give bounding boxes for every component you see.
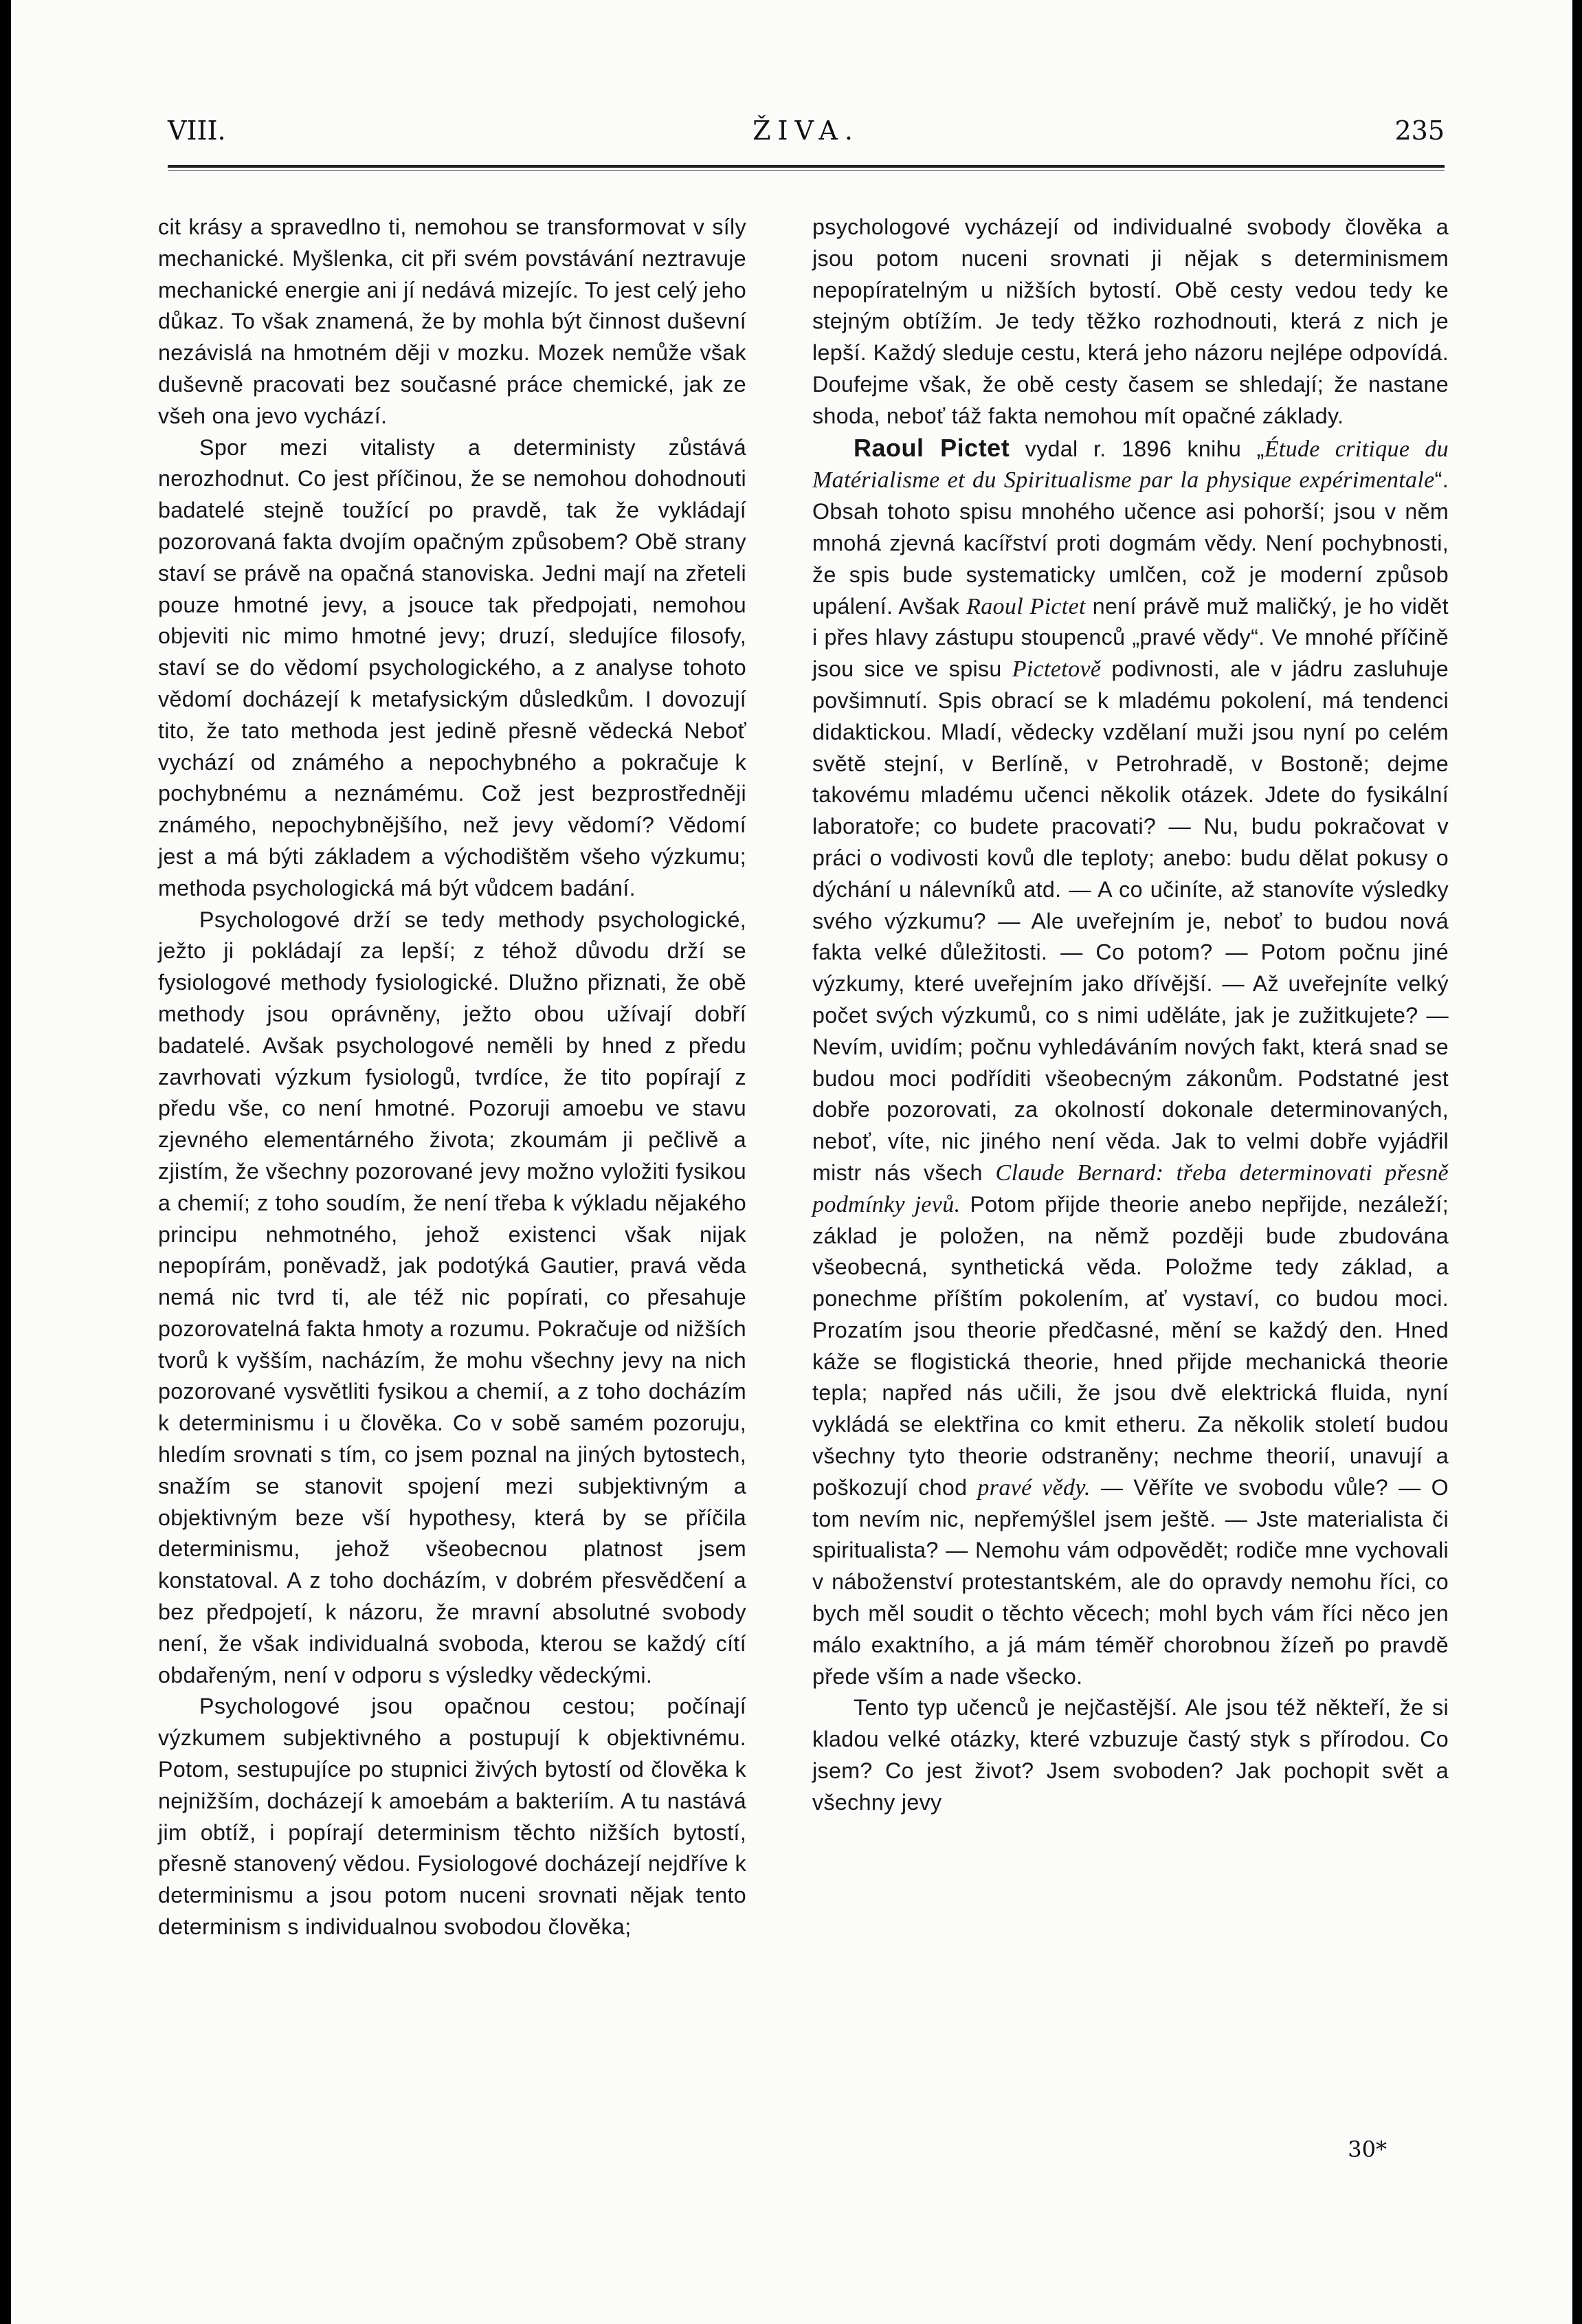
- text-run: “. Obsah tohoto spisu mnohého učence asi pohorší; jsou v něm mnohá zjevná kacířství proti dogmám vědy. Není pochybnosti, že spis bude systematicky umlčen, což je moderní způsob upálení. Avšak: [812, 467, 1449, 619]
- text-run: vydal r. 1896 knihu „: [1010, 436, 1265, 461]
- header-rule: [168, 165, 1445, 168]
- text-run: Potom přijde theorie anebo nepřijde, nezáleží; základ je položen, na němž později bude zbudována všeobecná, synthetická věda. Položme tedy základ, a ponechme příštím pokolením, ať vystaví, co budou moci. Prozatím jsou theorie předčasné, mění se každý den. Hned káže se flogistická theorie, hned přijde mechanická theorie tepla; napřed nás učili, že jsou dvě elektrická fluida, nyní vykládá se elektřina co kmit etheru. Za několik století budou všechny tyto theorie odstraněny; nechme theorií, unavují a poškozují chod: [812, 1191, 1449, 1500]
- text-run: — Věříte ve svobodu vůle? — O tom nevím nic, nepřemýšlel jsem ještě. — Jste materialista či spiritualista? — Nemohu vám odpovědět; rodiče mne vychovali v náboženství protestantském, ale do opravdy nemohu říci, co bych měl soudit o těchto věcech; mohl bych vám říci něco jen málo exaktního, a já mám téměř chorobnou žízeň po pravdě přede vším a nade všecko.: [812, 1474, 1449, 1689]
- header-rule-thin: [168, 170, 1445, 171]
- page-header: [168, 115, 1445, 154]
- journal-page: [11, 0, 1572, 2324]
- author-name-italic: Raoul Pictet: [966, 593, 1086, 619]
- paragraph: Tento typ učenců je nejčastější. Ale jsou též někteří, že si kladou velké otázky, které vzbuzuje častý styk s přírodou. Co jsem? Co jest život? Jsem svoboden? Jak pochopit svět a všechny jevy: [812, 1695, 1449, 1815]
- paragraph: psychologové vycházejí od individualné svobody člověka a jsou potom nuceni srovnati ji nějak s determinismem nepopíratelným u nižších bytostí. Obě cesty vedou tedy ke stejným obtížím. Je tedy těžko rozhodnouti, která z nich je lepší. Každý sleduje cestu, která jeho názoru nejlépe odpovídá. Doufejme však, že obě cesty časem se shledají; že nastane shoda, neboť táž fakta nemohou mít opačné základy.: [812, 214, 1449, 428]
- left-column: [158, 212, 746, 1943]
- text-run: není právě muž maličký, je ho vidět i přes hlavy zástupu stoupenců „pravé vědy“. Ve mnohé příčině jsou sice ve spisu: [812, 593, 1449, 682]
- volume-number: VIII.: [168, 115, 226, 146]
- author-name: Raoul Pictet: [854, 433, 1010, 462]
- italic-term: pravé vědy.: [977, 1474, 1091, 1501]
- paragraph: Psychologové jsou opačnou cestou; počínají výzkumem subjektivného a postupují k objektivnému. Potom, sestupujíce po stupnici živých bytostí od člověka k nejnižším, docházejí k amoebám a bakteriím. A tu nastává jim obtíž, i popírají determinism těchto nižších bytostí, přesně stanovený vědou. Fysiologové docházejí nejdříve k determinismu a jsou potom nuceni srovnati nějak tento determinism s individualnou svobodou člověka;: [158, 1694, 746, 1940]
- bernard-quote: Claude Bernard: třeba determinovati přesně podmínky jevů.: [812, 1160, 1449, 1217]
- signature-mark: 30*: [1348, 2136, 1387, 2162]
- right-column: [812, 212, 1449, 1819]
- text-run: podivnosti, ale v jádru zasluhuje povšimnutí. Spis obrací se k mladému pokolení, má tendenci didaktickou. Mladí, vědecky vzdělaní muži jsou nyní po celém světě stejní, v Berlíně, v Petrohradě, v Bostoně; dejme takovému mladému učenci několik otázek. Jdete do fysikální laboratoře; co budete pracovati? — Nu, budu pokračovat v práci o vodivosti kovů dle teploty; anebo: budu dělat pokusy o dýchání u nálevníků atd. — A co učiníte, až stanovíte výsledky svého výzkumu? — Ale uveřejním je, neboť to budou nová fakta velké důležitosti. — Co potom? — Potom počnu jiné výzkumy, které uveřejním jako dřívější. — Až uveřejníte velký počet svých výzkumů, co s nimi uděláte, jak je zužitkujete? — Nevím, uvidím; počnu vyhledáváním nových fakt, která snad se budou moci podříditi všeobecným zákonům. Podstatné jest dobře pozorovati, za okolností dokonale determinovaných, neboť, víte, nic jiného není věda. Jak to velmi dobře vyjádřil mistr nás všech: [812, 656, 1449, 1185]
- book-title: Étude critique du Matérialisme et du Spiritualisme par la physique expérimentale: [812, 436, 1449, 494]
- journal-title: ŽIVA.: [753, 115, 860, 146]
- page-number: 235: [1394, 115, 1445, 146]
- paragraph: Psychologové drží se tedy methody psychologické, ježto ji pokládají za lepší; z téhož důvodu drží se fysiologové methody fysiologické. Dlužno přiznati, že obě methody jsou oprávněny, ježto obou užívají dobří badatelé. Avšak psychologové neměli by hned z předu zavrhovati výzkum fysiologů, tvrdíce, že tito popírají z předu vše, co není hmotné. Pozoruji amoebu ve stavu zjevného elementárného života; zkoumám ji pečlivě a zjistím, že všechny pozorované jevy možno vyložiti fysikou a chemií; z toho soudím, že není třeba k výkladu nějakého principu nehmotného, jehož existenci však nijak nepopírám, poněvadž, jak podotýká Gautier, pravá věda nemá nic tvrd ti, ale též nic popírati, co přesahuje pozorovatelná fakta hmoty a rozumu. Pokračuje od nižších tvorů k vyšším, nacházím, že mohu všechny jevy na nich pozorované vysvětliti fysikou a chemií, a z toho docházím k determinismu i u člověka. Co v sobě samém pozoruju, hledím srovnati s tím, co jsem poznal na jiných bytostech, snažím se stanovit spojení mezi subjektivným a objektivným beze vší hypothesy, která by se příčila determinismu, jehož všeobecnou platnost jsem konstatoval. A z toho docházím, v dobrém přesvědčení a bez předpojetí, k názoru, že mravní absolutné svobody není, že však individualná svoboda, kterou se každý cítí obdařeným, není v odporu s výsledky vědeckými.: [158, 907, 746, 1687]
- paragraph-pictet: [812, 432, 1449, 1693]
- paragraph: cit krásy a spravedlno ti, nemohou se transformovat v síly mechanické. Myšlenka, cit při svém povstávání neztravuje mechanické energie ani jí nedává mizejíc. To jest celý jeho důkaz. To však znamená, že by mohla být činnost duševní nezávislá na hmotném ději v mozku. Mozek nemůže však duševně pracovati bez současné práce chemické, jak ze všeh ona jevo vychází.: [158, 214, 746, 428]
- paragraph: Spor mezi vitalisty a deterministy zůstává nerozhodnut. Co jest příčinou, že se nemohou dohodnouti badatelé stejně toužící po pravdě, tak že vykládají pozorovaná fakta dvojím opačným způsobem? Obě strany staví se právě na opačná stanoviska. Jedni mají na zřeteli pouze hmotné jevy, a jsouce tak předpojati, nemohou objeviti nic mimo hmotné jevy; druzí, sledujíce filosofy, staví se do vědomí psychologického, a z analyse tohoto vědomí docházejí k metafysickým důsledkům. I dovozují tito, že tato methoda jest jedině přesně vědecká Neboť vychází od známého a nepochybného a pokračuje k pochybnému a neznámému. Což jest bezprostředněji známého, nepochybnějšího, než jevy vědomí? Vědomí jest a má býti základem a východištěm všeho výzkumu; methoda psychologická má být vůdcem badání.: [158, 434, 746, 900]
- italic-term: Pictetově: [1012, 656, 1102, 683]
